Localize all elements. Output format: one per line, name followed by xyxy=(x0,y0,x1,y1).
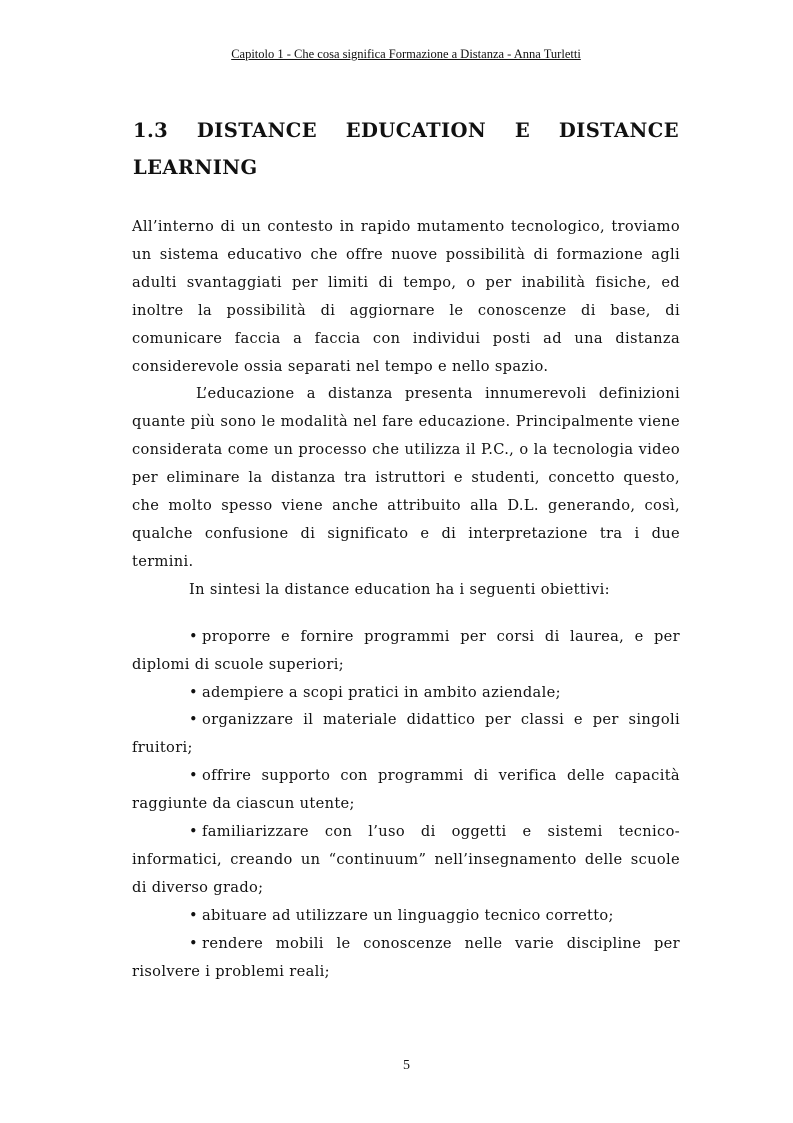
list-item xyxy=(132,818,680,902)
list-item-text: rendere mobili le conoscenze nelle varie discipline per risolvere i problemi reali; xyxy=(132,934,680,980)
list-item xyxy=(132,706,680,762)
bullet-icon: • xyxy=(189,823,198,841)
section-heading-line-1 xyxy=(133,112,679,149)
bullet-icon: • xyxy=(189,906,198,924)
section-title-line-2: LEARNING xyxy=(133,156,258,179)
running-header: Capitolo 1 - Che cosa significa Formazione a Distanza - Anna Turletti xyxy=(231,47,581,61)
body-text xyxy=(132,213,680,985)
bullet-icon: • xyxy=(189,711,198,729)
section-title-word: EDUCATION xyxy=(345,119,487,142)
section-title-word: DISTANCE xyxy=(196,119,317,142)
bullet-icon: • xyxy=(189,767,198,785)
objectives-list xyxy=(132,623,680,986)
list-item-text: abituare ad utilizzare un linguaggio tecnico corretto; xyxy=(202,906,614,924)
bullet-icon: • xyxy=(189,683,198,701)
objectives-intro: In sintesi la distance education ha i seguenti obiettivi: xyxy=(189,580,610,598)
section-number: 1.3 xyxy=(133,119,169,142)
section-heading xyxy=(133,112,679,186)
bullet-icon: • xyxy=(189,934,198,952)
bullet-icon: • xyxy=(189,627,198,645)
list-item xyxy=(132,762,680,818)
list-item-text: proporre e fornire programmi per corsi di laurea, e per diplomi di scuole superiori; xyxy=(132,627,680,673)
list-item xyxy=(132,930,680,986)
list-item xyxy=(132,679,680,707)
section-title-word: E xyxy=(514,119,531,142)
list-item-text: organizzare il materiale didattico per classi e per singoli fruitori; xyxy=(132,711,680,757)
list-item-text: familiarizzare con l’uso di oggetti e sistemi tecnico-informatici, creando un “continuum” nell’insegnamento delle scuole di diverso grado; xyxy=(132,823,680,896)
page-number: 5 xyxy=(403,1058,410,1073)
paragraph-definitions: L’educazione a distanza presenta innumerevoli definizioni quante più sono le modalità nel fare educazione. Principalmente viene considerata come un processo che utilizza il P.C., o la tecnologia video per eliminare la distanza tra istruttori e studenti, concetto questo, che molto spesso viene anche attribuito alla D.L. generando, così, qualche confusione di significato e di interpretazione tra i due termini. xyxy=(132,385,680,570)
section-title-word: DISTANCE xyxy=(558,119,679,142)
list-item-text: adempiere a scopi pratici in ambito aziendale; xyxy=(202,683,561,701)
list-item-text: offrire supporto con programmi di verifica delle capacità raggiunte da ciascun utente; xyxy=(132,767,680,813)
paragraph-intro: All’interno di un contesto in rapido mutamento tecnologico, troviamo un sistema educativo che offre nuove possibilità di formazione agli adulti svantaggiati per limiti di tempo, o per inabilità fisiche, ed inoltre la possibilità di aggiornare le conoscenze di base, di comunicare faccia a faccia con individui posti ad una distanza considerevole ossia separati nel tempo e nello spazio. xyxy=(132,218,680,375)
list-item xyxy=(132,902,680,930)
list-item xyxy=(132,623,680,679)
